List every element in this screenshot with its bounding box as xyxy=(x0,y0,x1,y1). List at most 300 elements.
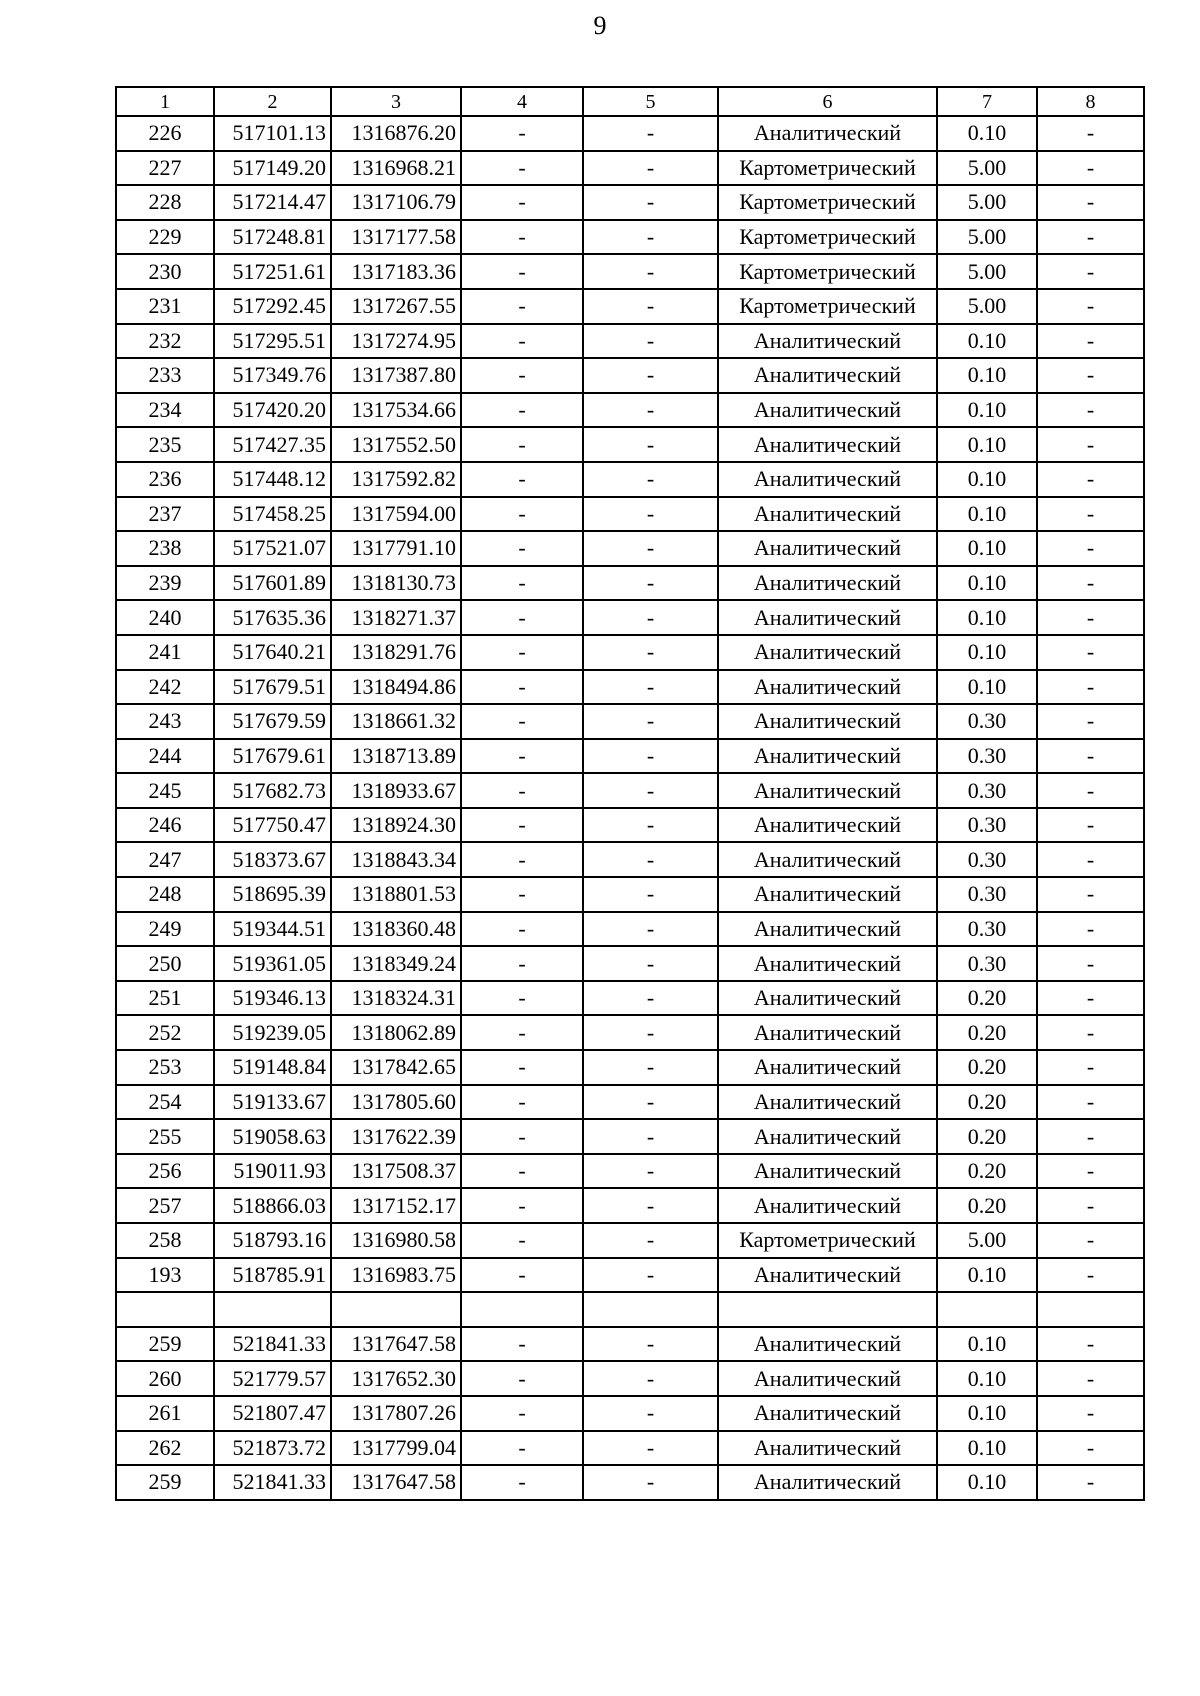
col-4-cell: - xyxy=(461,1085,583,1120)
col-4-cell: - xyxy=(461,739,583,774)
accuracy-cell: 0.20 xyxy=(937,1154,1037,1189)
coord-x-cell: 517640.21 xyxy=(214,635,331,670)
coord-x-cell: 517427.35 xyxy=(214,427,331,462)
col-4-cell: - xyxy=(461,670,583,705)
table-row xyxy=(116,566,1144,601)
method-cell: Аналитический xyxy=(718,1119,937,1154)
coord-y-cell: 1318933.67 xyxy=(331,773,461,808)
table-row xyxy=(116,1258,1144,1293)
col-5-cell: - xyxy=(583,116,718,151)
col-5-cell: - xyxy=(583,1085,718,1120)
col-5-cell: - xyxy=(583,220,718,255)
col-5-cell: - xyxy=(583,1465,718,1500)
col-8-cell: - xyxy=(1037,185,1144,220)
point-number-cell: 251 xyxy=(116,981,214,1016)
coord-y-cell: 1317508.37 xyxy=(331,1154,461,1189)
col-8-cell: - xyxy=(1037,704,1144,739)
method-cell: Картометрический xyxy=(718,1223,937,1258)
col-8-cell: - xyxy=(1037,946,1144,981)
table-row xyxy=(116,600,1144,635)
method-cell: Аналитический xyxy=(718,1015,937,1050)
col-8-cell: - xyxy=(1037,427,1144,462)
col-8-cell: - xyxy=(1037,151,1144,186)
method-cell: Аналитический xyxy=(718,842,937,877)
coord-y-cell: 1317592.82 xyxy=(331,462,461,497)
coord-y-cell: 1317647.58 xyxy=(331,1327,461,1362)
col-8-cell: - xyxy=(1037,773,1144,808)
coord-y-cell: 1317152.17 xyxy=(331,1188,461,1223)
coord-x-cell: 519133.67 xyxy=(214,1085,331,1120)
column-header: 3 xyxy=(331,87,461,116)
col-5-cell: - xyxy=(583,1119,718,1154)
col-4-cell: - xyxy=(461,877,583,912)
col-5-cell: - xyxy=(583,324,718,359)
col-8-cell xyxy=(1037,1292,1144,1327)
col-8-cell: - xyxy=(1037,1396,1144,1431)
accuracy-cell: 5.00 xyxy=(937,1223,1037,1258)
col-4-cell: - xyxy=(461,254,583,289)
point-number-cell: 231 xyxy=(116,289,214,324)
col-4-cell: - xyxy=(461,1119,583,1154)
point-number-cell: 260 xyxy=(116,1361,214,1396)
accuracy-cell: 0.30 xyxy=(937,773,1037,808)
col-8-cell: - xyxy=(1037,1188,1144,1223)
coord-y-cell: 1316980.58 xyxy=(331,1223,461,1258)
table-row xyxy=(116,1431,1144,1466)
table-row xyxy=(116,704,1144,739)
coord-x-cell: 519344.51 xyxy=(214,912,331,947)
coord-y-cell: 1318494.86 xyxy=(331,670,461,705)
table-row xyxy=(116,531,1144,566)
method-cell: Аналитический xyxy=(718,1327,937,1362)
accuracy-cell: 0.20 xyxy=(937,1015,1037,1050)
method-cell: Аналитический xyxy=(718,670,937,705)
col-8-cell: - xyxy=(1037,497,1144,532)
table-row xyxy=(116,1154,1144,1189)
table-row xyxy=(116,1015,1144,1050)
col-5-cell: - xyxy=(583,1154,718,1189)
header-row xyxy=(116,87,1144,116)
table-row xyxy=(116,1465,1144,1500)
coord-y-cell: 1317274.95 xyxy=(331,324,461,359)
table-row xyxy=(116,427,1144,462)
coord-x-cell: 517448.12 xyxy=(214,462,331,497)
col-5-cell: - xyxy=(583,427,718,462)
accuracy-cell: 5.00 xyxy=(937,254,1037,289)
coord-y-cell: 1317647.58 xyxy=(331,1465,461,1500)
col-4-cell: - xyxy=(461,566,583,601)
method-cell: Аналитический xyxy=(718,1154,937,1189)
point-number-cell: 241 xyxy=(116,635,214,670)
accuracy-cell: 0.10 xyxy=(937,566,1037,601)
coord-x-cell: 518785.91 xyxy=(214,1258,331,1293)
table-row xyxy=(116,185,1144,220)
accuracy-cell: 0.30 xyxy=(937,704,1037,739)
point-number-cell: 234 xyxy=(116,393,214,428)
col-5-cell: - xyxy=(583,1431,718,1466)
col-4-cell: - xyxy=(461,1050,583,1085)
coord-x-cell xyxy=(214,1292,331,1327)
coord-y-cell: 1318661.32 xyxy=(331,704,461,739)
point-number-cell: 244 xyxy=(116,739,214,774)
col-5-cell: - xyxy=(583,912,718,947)
col-8-cell: - xyxy=(1037,842,1144,877)
coord-y-cell: 1317652.30 xyxy=(331,1361,461,1396)
col-5-cell: - xyxy=(583,877,718,912)
coord-x-cell: 518695.39 xyxy=(214,877,331,912)
coord-y-cell: 1318291.76 xyxy=(331,635,461,670)
coord-x-cell: 517682.73 xyxy=(214,773,331,808)
col-8-cell: - xyxy=(1037,1223,1144,1258)
col-5-cell xyxy=(583,1292,718,1327)
col-4-cell: - xyxy=(461,912,583,947)
coord-y-cell: 1318062.89 xyxy=(331,1015,461,1050)
col-4-cell: - xyxy=(461,981,583,1016)
col-8-cell: - xyxy=(1037,462,1144,497)
col-4-cell: - xyxy=(461,358,583,393)
method-cell: Аналитический xyxy=(718,981,937,1016)
table-row xyxy=(116,254,1144,289)
point-number-cell: 228 xyxy=(116,185,214,220)
coord-y-cell: 1318130.73 xyxy=(331,566,461,601)
col-5-cell: - xyxy=(583,531,718,566)
accuracy-cell: 0.20 xyxy=(937,1119,1037,1154)
method-cell: Аналитический xyxy=(718,1396,937,1431)
col-4-cell: - xyxy=(461,1015,583,1050)
col-4-cell: - xyxy=(461,600,583,635)
col-8-cell: - xyxy=(1037,1015,1144,1050)
col-5-cell: - xyxy=(583,1015,718,1050)
point-number-cell: 256 xyxy=(116,1154,214,1189)
table-row xyxy=(116,1327,1144,1362)
table-row xyxy=(116,1396,1144,1431)
col-8-cell: - xyxy=(1037,808,1144,843)
accuracy-cell: 0.10 xyxy=(937,635,1037,670)
accuracy-cell: 0.30 xyxy=(937,912,1037,947)
col-4-cell: - xyxy=(461,1327,583,1362)
col-4-cell: - xyxy=(461,427,583,462)
coord-x-cell: 517149.20 xyxy=(214,151,331,186)
coord-y-cell: 1316968.21 xyxy=(331,151,461,186)
coord-y-cell: 1318271.37 xyxy=(331,600,461,635)
coord-y-cell: 1318360.48 xyxy=(331,912,461,947)
col-8-cell: - xyxy=(1037,324,1144,359)
column-header: 5 xyxy=(583,87,718,116)
method-cell xyxy=(718,1292,937,1327)
col-4-cell: - xyxy=(461,1465,583,1500)
coord-x-cell: 517521.07 xyxy=(214,531,331,566)
point-number-cell: 242 xyxy=(116,670,214,705)
col-8-cell: - xyxy=(1037,116,1144,151)
table-row xyxy=(116,151,1144,186)
method-cell: Картометрический xyxy=(718,185,937,220)
method-cell: Аналитический xyxy=(718,462,937,497)
coord-x-cell: 519346.13 xyxy=(214,981,331,1016)
point-number-cell: 237 xyxy=(116,497,214,532)
point-number-cell: 259 xyxy=(116,1327,214,1362)
col-4-cell: - xyxy=(461,324,583,359)
page-number: 9 xyxy=(593,11,607,40)
col-8-cell: - xyxy=(1037,1119,1144,1154)
table-row xyxy=(116,739,1144,774)
coord-x-cell: 517679.61 xyxy=(214,739,331,774)
coord-x-cell: 521779.57 xyxy=(214,1361,331,1396)
method-cell: Аналитический xyxy=(718,1465,937,1500)
table-row xyxy=(116,324,1144,359)
col-4-cell: - xyxy=(461,1361,583,1396)
coord-y-cell xyxy=(331,1292,461,1327)
accuracy-cell: 0.10 xyxy=(937,1431,1037,1466)
method-cell: Аналитический xyxy=(718,773,937,808)
col-4-cell: - xyxy=(461,1154,583,1189)
col-8-cell: - xyxy=(1037,635,1144,670)
point-number-cell: 255 xyxy=(116,1119,214,1154)
point-number-cell: 249 xyxy=(116,912,214,947)
point-number-cell: 239 xyxy=(116,566,214,601)
table-row xyxy=(116,981,1144,1016)
point-number-cell: 253 xyxy=(116,1050,214,1085)
coord-x-cell: 519011.93 xyxy=(214,1154,331,1189)
coord-x-cell: 521841.33 xyxy=(214,1465,331,1500)
accuracy-cell: 0.10 xyxy=(937,462,1037,497)
point-number-cell: 243 xyxy=(116,704,214,739)
coord-x-cell: 517248.81 xyxy=(214,220,331,255)
method-cell: Картометрический xyxy=(718,220,937,255)
coord-x-cell: 517214.47 xyxy=(214,185,331,220)
coord-x-cell: 517601.89 xyxy=(214,566,331,601)
coord-y-cell: 1317622.39 xyxy=(331,1119,461,1154)
coord-x-cell: 517458.25 xyxy=(214,497,331,532)
col-4-cell: - xyxy=(461,1431,583,1466)
table-row xyxy=(116,220,1144,255)
col-5-cell: - xyxy=(583,151,718,186)
method-cell: Аналитический xyxy=(718,946,937,981)
coord-y-cell: 1317805.60 xyxy=(331,1085,461,1120)
accuracy-cell: 0.10 xyxy=(937,600,1037,635)
point-number-cell: 236 xyxy=(116,462,214,497)
accuracy-cell: 0.10 xyxy=(937,1465,1037,1500)
accuracy-cell: 0.10 xyxy=(937,1361,1037,1396)
col-5-cell: - xyxy=(583,773,718,808)
method-cell: Аналитический xyxy=(718,566,937,601)
col-8-cell: - xyxy=(1037,1431,1144,1466)
col-4-cell: - xyxy=(461,462,583,497)
col-5-cell: - xyxy=(583,358,718,393)
col-8-cell: - xyxy=(1037,1154,1144,1189)
coord-x-cell: 517750.47 xyxy=(214,808,331,843)
accuracy-cell: 5.00 xyxy=(937,220,1037,255)
coord-x-cell: 517679.59 xyxy=(214,704,331,739)
col-4-cell: - xyxy=(461,808,583,843)
method-cell: Аналитический xyxy=(718,635,937,670)
col-4-cell: - xyxy=(461,1258,583,1293)
coord-y-cell: 1317594.00 xyxy=(331,497,461,532)
table-row xyxy=(116,808,1144,843)
col-5-cell: - xyxy=(583,462,718,497)
method-cell: Аналитический xyxy=(718,497,937,532)
method-cell: Аналитический xyxy=(718,531,937,566)
accuracy-cell: 5.00 xyxy=(937,289,1037,324)
method-cell: Аналитический xyxy=(718,358,937,393)
table-row xyxy=(116,670,1144,705)
point-number-cell: 259 xyxy=(116,1465,214,1500)
coord-x-cell: 519058.63 xyxy=(214,1119,331,1154)
col-5-cell: - xyxy=(583,254,718,289)
point-number-cell: 262 xyxy=(116,1431,214,1466)
col-8-cell: - xyxy=(1037,220,1144,255)
coord-y-cell: 1317791.10 xyxy=(331,531,461,566)
coord-x-cell: 517679.51 xyxy=(214,670,331,705)
col-8-cell: - xyxy=(1037,393,1144,428)
accuracy-cell: 0.20 xyxy=(937,1050,1037,1085)
point-number-cell xyxy=(116,1292,214,1327)
column-header: 6 xyxy=(718,87,937,116)
col-4-cell: - xyxy=(461,116,583,151)
method-cell: Аналитический xyxy=(718,704,937,739)
col-5-cell: - xyxy=(583,1361,718,1396)
point-number-cell: 248 xyxy=(116,877,214,912)
col-8-cell: - xyxy=(1037,670,1144,705)
col-8-cell: - xyxy=(1037,912,1144,947)
col-5-cell: - xyxy=(583,497,718,532)
col-8-cell: - xyxy=(1037,600,1144,635)
col-4-cell: - xyxy=(461,220,583,255)
method-cell: Картометрический xyxy=(718,254,937,289)
point-number-cell: 238 xyxy=(116,531,214,566)
col-5-cell: - xyxy=(583,635,718,670)
accuracy-cell: 0.30 xyxy=(937,739,1037,774)
col-5-cell: - xyxy=(583,1327,718,1362)
point-number-cell: 232 xyxy=(116,324,214,359)
coord-y-cell: 1317267.55 xyxy=(331,289,461,324)
col-8-cell: - xyxy=(1037,739,1144,774)
col-8-cell: - xyxy=(1037,566,1144,601)
col-5-cell: - xyxy=(583,1188,718,1223)
col-5-cell: - xyxy=(583,946,718,981)
accuracy-cell: 0.10 xyxy=(937,1258,1037,1293)
col-5-cell: - xyxy=(583,393,718,428)
coord-y-cell: 1316876.20 xyxy=(331,116,461,151)
col-4-cell: - xyxy=(461,773,583,808)
col-5-cell: - xyxy=(583,289,718,324)
col-5-cell: - xyxy=(583,670,718,705)
accuracy-cell: 0.30 xyxy=(937,808,1037,843)
accuracy-cell: 0.10 xyxy=(937,497,1037,532)
table-row xyxy=(116,289,1144,324)
accuracy-cell: 0.30 xyxy=(937,877,1037,912)
col-5-cell: - xyxy=(583,808,718,843)
coord-y-cell: 1318801.53 xyxy=(331,877,461,912)
method-cell: Аналитический xyxy=(718,427,937,462)
table-row xyxy=(116,358,1144,393)
col-8-cell: - xyxy=(1037,981,1144,1016)
col-5-cell: - xyxy=(583,1258,718,1293)
table-row xyxy=(116,1223,1144,1258)
coord-x-cell: 519148.84 xyxy=(214,1050,331,1085)
column-header: 7 xyxy=(937,87,1037,116)
point-number-cell: 246 xyxy=(116,808,214,843)
point-number-cell: 247 xyxy=(116,842,214,877)
accuracy-cell: 0.30 xyxy=(937,842,1037,877)
coordinates-table xyxy=(115,86,1145,1501)
col-8-cell: - xyxy=(1037,1085,1144,1120)
table-row xyxy=(116,462,1144,497)
point-number-cell: 193 xyxy=(116,1258,214,1293)
coord-x-cell: 517635.36 xyxy=(214,600,331,635)
col-5-cell: - xyxy=(583,1050,718,1085)
col-4-cell: - xyxy=(461,185,583,220)
coord-x-cell: 517420.20 xyxy=(214,393,331,428)
coord-y-cell: 1317807.26 xyxy=(331,1396,461,1431)
table-row xyxy=(116,1188,1144,1223)
method-cell: Аналитический xyxy=(718,912,937,947)
coord-x-cell: 518866.03 xyxy=(214,1188,331,1223)
col-4-cell: - xyxy=(461,393,583,428)
method-cell: Аналитический xyxy=(718,1361,937,1396)
point-number-cell: 245 xyxy=(116,773,214,808)
table-row xyxy=(116,1085,1144,1120)
method-cell: Аналитический xyxy=(718,808,937,843)
method-cell: Аналитический xyxy=(718,739,937,774)
col-4-cell: - xyxy=(461,842,583,877)
col-8-cell: - xyxy=(1037,1050,1144,1085)
table-row xyxy=(116,393,1144,428)
col-4-cell: - xyxy=(461,1396,583,1431)
col-8-cell: - xyxy=(1037,1327,1144,1362)
column-header: 1 xyxy=(116,87,214,116)
point-number-cell: 229 xyxy=(116,220,214,255)
coord-x-cell: 517349.76 xyxy=(214,358,331,393)
table-row xyxy=(116,912,1144,947)
accuracy-cell xyxy=(937,1292,1037,1327)
accuracy-cell: 0.20 xyxy=(937,1188,1037,1223)
table-row xyxy=(116,877,1144,912)
table-row xyxy=(116,1292,1144,1327)
coord-y-cell: 1318924.30 xyxy=(331,808,461,843)
col-8-cell: - xyxy=(1037,254,1144,289)
table-row xyxy=(116,635,1144,670)
method-cell: Аналитический xyxy=(718,1188,937,1223)
table-row xyxy=(116,497,1144,532)
col-8-cell: - xyxy=(1037,1361,1144,1396)
accuracy-cell: 0.20 xyxy=(937,1085,1037,1120)
col-5-cell: - xyxy=(583,600,718,635)
point-number-cell: 252 xyxy=(116,1015,214,1050)
accuracy-cell: 0.10 xyxy=(937,358,1037,393)
coord-x-cell: 518373.67 xyxy=(214,842,331,877)
table-row xyxy=(116,1119,1144,1154)
accuracy-cell: 0.10 xyxy=(937,324,1037,359)
table-row xyxy=(116,116,1144,151)
col-5-cell: - xyxy=(583,566,718,601)
coord-x-cell: 521841.33 xyxy=(214,1327,331,1362)
method-cell: Аналитический xyxy=(718,324,937,359)
point-number-cell: 258 xyxy=(116,1223,214,1258)
col-4-cell: - xyxy=(461,531,583,566)
method-cell: Аналитический xyxy=(718,877,937,912)
col-8-cell: - xyxy=(1037,358,1144,393)
method-cell: Аналитический xyxy=(718,116,937,151)
col-4-cell: - xyxy=(461,151,583,186)
coord-y-cell: 1317842.65 xyxy=(331,1050,461,1085)
col-5-cell: - xyxy=(583,981,718,1016)
coord-x-cell: 517101.13 xyxy=(214,116,331,151)
table-row xyxy=(116,842,1144,877)
accuracy-cell: 0.10 xyxy=(937,427,1037,462)
accuracy-cell: 0.20 xyxy=(937,981,1037,1016)
accuracy-cell: 0.10 xyxy=(937,116,1037,151)
point-number-cell: 261 xyxy=(116,1396,214,1431)
